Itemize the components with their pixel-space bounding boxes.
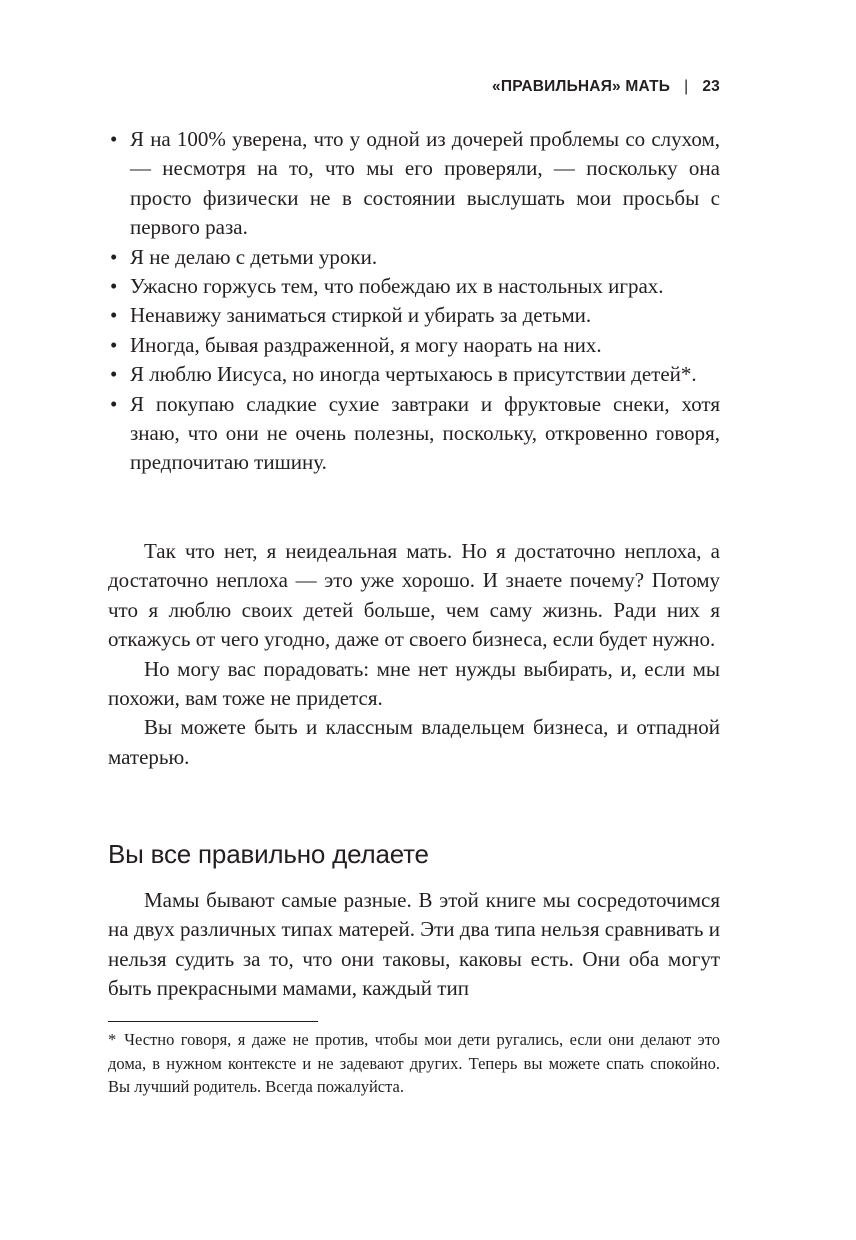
chapter-title: «ПРАВИЛЬНАЯ» МАТЬ xyxy=(492,78,671,95)
body-text-block xyxy=(108,537,720,772)
footnote-mark: * xyxy=(108,1030,117,1049)
page-number: 23 xyxy=(702,78,720,95)
list-item-text: Ужасно горжусь тем, что побеждаю их в настольных играх. xyxy=(130,274,664,299)
footnote-divider xyxy=(108,1021,318,1022)
bullet-mark: • xyxy=(110,391,118,416)
paragraph: Мамы бывают самые разные. В этой книге мы сосредоточимся на двух различных типах матерей. Эти два типа нельзя сравнивать и нельзя судить за то, что они таковы, каковы есть. Они оба могут быть прекрасными мамами, каждый тип xyxy=(108,888,720,1001)
bullet-mark: • xyxy=(110,274,118,299)
footnote xyxy=(108,1028,720,1099)
list-item xyxy=(108,243,720,272)
list-item xyxy=(108,301,720,330)
paragraph: Но могу вас порадовать: мне нет нужды выбирать, и, если мы похожи, вам тоже не придется. xyxy=(108,656,720,711)
paragraph: Вы можете быть и классным владельцем бизнеса, и отпадной матерью. xyxy=(108,715,720,769)
list-item-text: Ненавижу заниматься стиркой и убирать за детьми. xyxy=(130,303,592,328)
bullet-mark: • xyxy=(110,244,118,269)
running-header xyxy=(108,78,720,96)
paragraph: Так что нет, я неидеальная мать. Но я достаточно неплоха, а достаточно неплоха — это уже хорошо. И знаете почему? Потому что я люблю своих детей больше, чем саму жизнь. Ради них я откажусь от чего угодно, даже от своего бизнеса, если будет нужно. xyxy=(108,539,720,652)
list-item-text: Я на 100% уверена, что у одной из дочерей проблемы со слухом, — несмотря на то, что мы его проверяли, — поскольку она просто физически не в состоянии выслушать мои просьбы с первого раза. xyxy=(130,127,720,240)
list-item-text: Я не делаю с детьми уроки. xyxy=(130,244,378,269)
bullet-mark: • xyxy=(110,127,118,151)
list-item xyxy=(108,331,720,360)
bullet-mark: • xyxy=(110,362,118,387)
section-body-text xyxy=(108,886,720,1004)
bullet-mark: • xyxy=(110,303,118,328)
header-separator: | xyxy=(684,78,689,95)
list-item xyxy=(108,390,720,478)
list-item xyxy=(108,125,720,243)
footnote-text: Честно говоря, я даже не против, чтобы мои дети ругались, если они делают это дома, в нужном контексте и не задевают других. Теперь вы можете спать спокойно. Вы лучший родитель. Всегда пожалуйста. xyxy=(108,1030,720,1096)
bullet-list xyxy=(108,125,720,478)
section-heading: Вы все правильно делаете xyxy=(108,839,429,869)
bullet-mark: • xyxy=(110,332,118,357)
list-item xyxy=(108,360,720,389)
list-item-text: Я люблю Иисуса, но иногда чертыхаюсь в присутствии детей*. xyxy=(130,362,697,387)
list-item-text: Я покупаю сладкие сухие завтраки и фруктовые снеки, хотя знаю, что они не очень полезны, поскольку, откровенно говоря, предпочитаю тишину. xyxy=(130,391,720,475)
list-item-text: Иногда, бывая раздраженной, я могу наорать на них. xyxy=(130,332,602,357)
list-item xyxy=(108,272,720,301)
